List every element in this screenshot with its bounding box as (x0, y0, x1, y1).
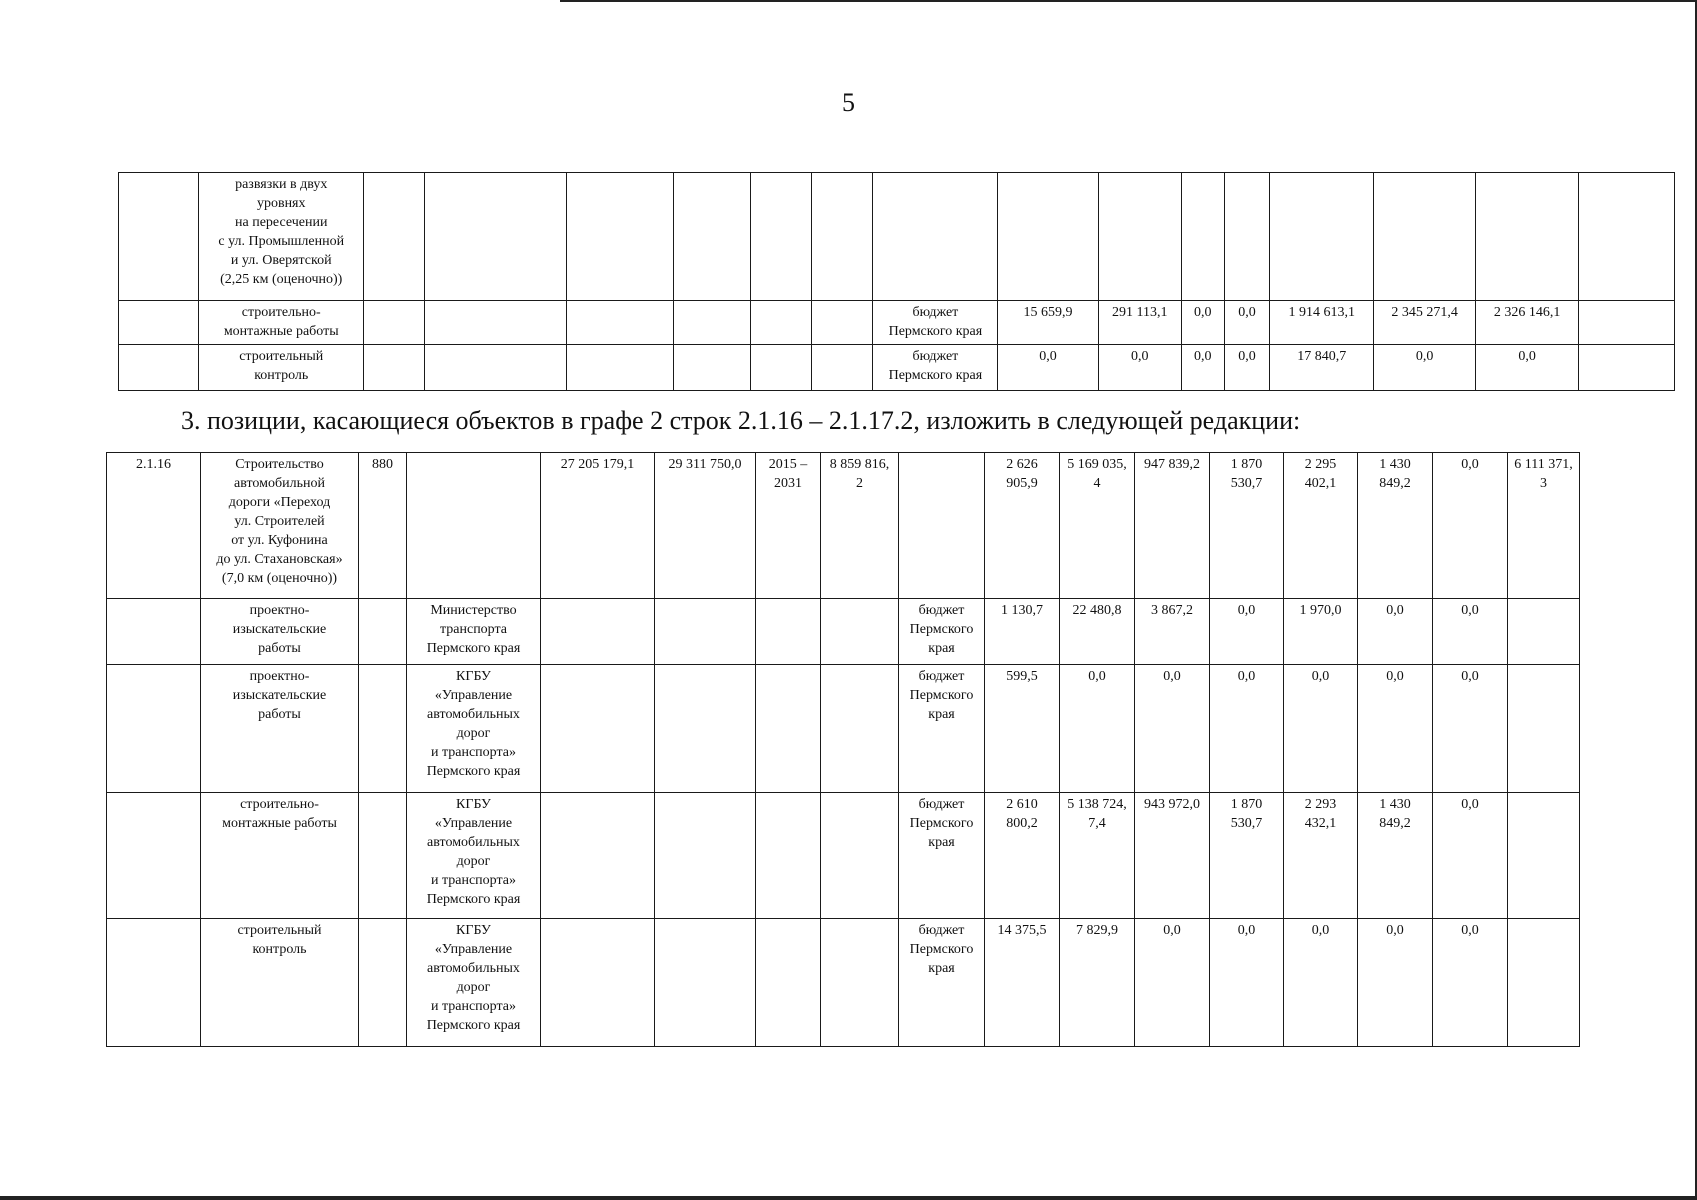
table-cell: 0,0 (1098, 345, 1181, 391)
table-cell (821, 665, 899, 793)
table-cell (107, 919, 201, 1047)
table-cell: 17 840,7 (1270, 345, 1374, 391)
table-cell: Строительство автомобильной дороги «Переход ул. Строителей от ул. Куфонина до ул. Стахановская» (7,0 км (оценочно)) (201, 453, 359, 599)
table-cell: 0,0 (1373, 345, 1475, 391)
table-cell (364, 301, 425, 345)
table-cell (359, 599, 407, 665)
table-cell: 2.1.16 (107, 453, 201, 599)
table-cell: 14 375,5 (985, 919, 1060, 1047)
table-row (107, 793, 1580, 919)
table-cell: 880 (359, 453, 407, 599)
table-cell: 0,0 (1210, 919, 1284, 1047)
table-cell: 943 972,0 (1135, 793, 1210, 919)
table-cell: 0,0 (1224, 345, 1270, 391)
table-cell (756, 919, 821, 1047)
table-cell (673, 173, 750, 301)
table-cell (1508, 919, 1580, 1047)
table-cell: 0,0 (1284, 919, 1358, 1047)
table-cell (1508, 599, 1580, 665)
table-cell: 0,0 (1210, 665, 1284, 793)
table-cell: Министерство транспорта Пермского края (407, 599, 541, 665)
table-cell: 1 870 530,7 (1210, 453, 1284, 599)
table-row (119, 301, 1675, 345)
amended-positions-table (106, 452, 1580, 1047)
table-cell: 599,5 (985, 665, 1060, 793)
table-cell: 0,0 (1433, 793, 1508, 919)
table-cell (655, 599, 756, 665)
table-cell: 0,0 (1181, 301, 1224, 345)
table-row (107, 453, 1580, 599)
table-cell (407, 453, 541, 599)
table-cell (119, 173, 199, 301)
table-cell (655, 919, 756, 1047)
table-cell: 2 345 271,4 (1373, 301, 1475, 345)
table-cell: бюджет Пермского края (873, 345, 998, 391)
table-cell: КГБУ «Управление автомобильных дорог и транспорта» Пермского края (407, 793, 541, 919)
table-cell (359, 919, 407, 1047)
table-cell: бюджет Пермского края (873, 301, 998, 345)
table-cell (107, 793, 201, 919)
table-cell: 0,0 (1433, 665, 1508, 793)
table-cell (756, 599, 821, 665)
table-cell: 0,0 (1433, 453, 1508, 599)
table-cell: 5 169 035, 4 (1060, 453, 1135, 599)
table-cell: 6 111 371, 3 (1508, 453, 1580, 599)
table-cell (756, 665, 821, 793)
table-cell (541, 793, 655, 919)
table-cell: 947 839,2 (1135, 453, 1210, 599)
table-cell (119, 301, 199, 345)
table-cell (821, 793, 899, 919)
table-cell (1098, 173, 1181, 301)
table-cell: 0,0 (1358, 599, 1433, 665)
table-cell (359, 793, 407, 919)
table-cell (750, 301, 811, 345)
table-cell: 2 293 432,1 (1284, 793, 1358, 919)
table-cell (1508, 793, 1580, 919)
table-cell: 291 113,1 (1098, 301, 1181, 345)
table-cell: бюджет Пермского края (899, 793, 985, 919)
table-cell: 0,0 (1135, 919, 1210, 1047)
table-cell (425, 301, 567, 345)
table-cell: 2 610 800,2 (985, 793, 1060, 919)
table-cell (541, 919, 655, 1047)
table-cell: 2 626 905,9 (985, 453, 1060, 599)
table-cell: 0,0 (1433, 599, 1508, 665)
table-cell: 1 430 849,2 (1358, 793, 1433, 919)
continuation-table (118, 172, 1675, 391)
table-cell: 0,0 (1135, 665, 1210, 793)
table-cell: 0,0 (1224, 301, 1270, 345)
table-cell (756, 793, 821, 919)
table-cell (119, 345, 199, 391)
table-row (119, 345, 1675, 391)
table-cell: бюджет Пермского края (899, 919, 985, 1047)
table-cell: проектно- изыскательские работы (201, 599, 359, 665)
section-heading: 3. позиции, касающиеся объектов в графе 2 строк 2.1.16 – 2.1.17.2, изложить в следующей редакции: (181, 406, 1301, 435)
table-cell (567, 345, 674, 391)
table-cell: КГБУ «Управление автомобильных дорог и транспорта» Пермского края (407, 919, 541, 1047)
table-cell (567, 173, 674, 301)
table-cell: 8 859 816, 2 (821, 453, 899, 599)
table-cell (811, 345, 873, 391)
table-cell: 1 430 849,2 (1358, 453, 1433, 599)
table-cell (541, 599, 655, 665)
table-cell: 7 829,9 (1060, 919, 1135, 1047)
table-cell (364, 173, 425, 301)
table-cell: бюджет Пермского края (899, 599, 985, 665)
table-cell: 0,0 (1284, 665, 1358, 793)
table-cell: 1 130,7 (985, 599, 1060, 665)
amended-positions-table-body (107, 453, 1580, 1047)
page-number: 5 (842, 88, 855, 117)
table-cell: 0,0 (1060, 665, 1135, 793)
table-cell (998, 173, 1098, 301)
table-row (107, 599, 1580, 665)
table-cell: строительно- монтажные работы (201, 793, 359, 919)
table-cell: 0,0 (998, 345, 1098, 391)
table-cell (359, 665, 407, 793)
table-cell (673, 301, 750, 345)
table-cell: 27 205 179,1 (541, 453, 655, 599)
table-cell: 15 659,9 (998, 301, 1098, 345)
table-cell: строительный контроль (201, 919, 359, 1047)
table-cell (673, 345, 750, 391)
table-cell: КГБУ «Управление автомобильных дорог и транспорта» Пермского края (407, 665, 541, 793)
table-cell (899, 453, 985, 599)
table-cell (1508, 665, 1580, 793)
scan-top-edge (560, 0, 1697, 2)
table-cell (1578, 173, 1674, 301)
table-cell: 2 295 402,1 (1284, 453, 1358, 599)
table-cell: 0,0 (1476, 345, 1578, 391)
table-cell: 0,0 (1358, 665, 1433, 793)
table-cell: 1 914 613,1 (1270, 301, 1374, 345)
table-cell (1373, 173, 1475, 301)
table-cell (655, 793, 756, 919)
table-cell: 2015 – 2031 (756, 453, 821, 599)
table-cell: строительный контроль (199, 345, 364, 391)
table-cell (1476, 173, 1578, 301)
table-cell (1270, 173, 1374, 301)
table-cell (1181, 173, 1224, 301)
table-cell: 2 326 146,1 (1476, 301, 1578, 345)
table-cell: 3 867,2 (1135, 599, 1210, 665)
table-cell (750, 173, 811, 301)
table-cell: 1 970,0 (1284, 599, 1358, 665)
table-cell (1578, 345, 1674, 391)
table-cell (1578, 301, 1674, 345)
table-cell (107, 665, 201, 793)
table-cell: 0,0 (1210, 599, 1284, 665)
table-cell (425, 345, 567, 391)
table-cell: 0,0 (1358, 919, 1433, 1047)
table-cell: 1 870 530,7 (1210, 793, 1284, 919)
scan-bottom-edge (0, 1196, 1697, 1200)
table-row (119, 173, 1675, 301)
table-cell: 5 138 724, 7,4 (1060, 793, 1135, 919)
table-cell (107, 599, 201, 665)
table-cell: 22 480,8 (1060, 599, 1135, 665)
table-cell (364, 345, 425, 391)
table-row (107, 919, 1580, 1047)
table-cell (873, 173, 998, 301)
table-cell: проектно- изыскательские работы (201, 665, 359, 793)
table-cell (811, 301, 873, 345)
table-cell: развязки в двух уровнях на пересечении с ул. Промышленной и ул. Оверятской (2,25 км (оценочно)) (199, 173, 364, 301)
table-cell (750, 345, 811, 391)
table-cell (821, 919, 899, 1047)
table-cell: бюджет Пермского края (899, 665, 985, 793)
table-cell: 0,0 (1181, 345, 1224, 391)
table-cell (567, 301, 674, 345)
table-cell (425, 173, 567, 301)
table-cell (541, 665, 655, 793)
table-cell (655, 665, 756, 793)
continuation-table-body (119, 173, 1675, 391)
table-cell: строительно- монтажные работы (199, 301, 364, 345)
table-cell: 29 311 750,0 (655, 453, 756, 599)
table-cell: 0,0 (1433, 919, 1508, 1047)
table-cell (811, 173, 873, 301)
table-cell (1224, 173, 1270, 301)
table-row (107, 665, 1580, 793)
table-cell (821, 599, 899, 665)
